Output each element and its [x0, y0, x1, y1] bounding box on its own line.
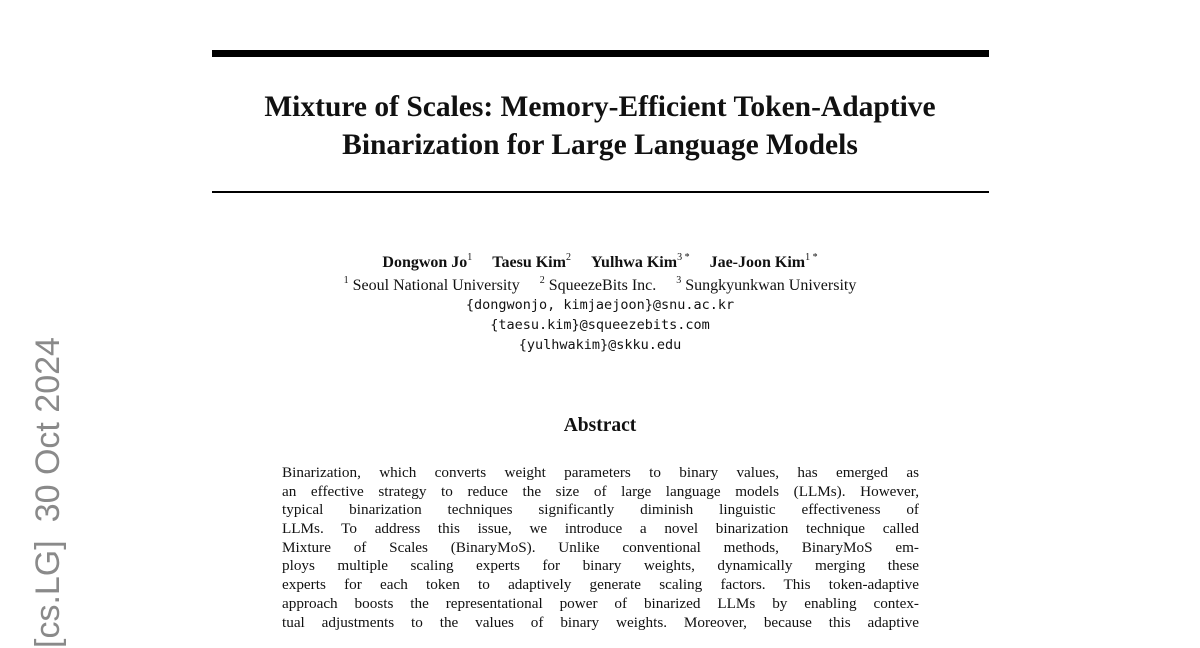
arxiv-date: 30 Oct 2024 [29, 337, 67, 523]
author: Jae-Joon Kim$^{1 *}$ [709, 252, 818, 272]
arxiv-category: [cs.LG] [29, 540, 67, 648]
abstract-line: Mixture of Scales (BinaryMoS). Unlike conventional methods, BinaryMoS em- [282, 538, 919, 556]
abstract-line: Binarization, which converts weight parameters to binary values, has emerged as [282, 464, 919, 481]
abstract-line: tual adjustments to the values of binary weights. Moreover, because this adaptive [282, 613, 919, 631]
abstract-line: typical binarization techniques significantly diminish linguistic effectiveness of [282, 501, 919, 519]
abstract-heading: Abstract [563, 415, 637, 436]
affiliation-list [180, 271, 1020, 297]
email-list [180, 295, 1020, 355]
paper-title [180, 88, 1020, 164]
affiliation: $^1$ Seoul National University [343, 275, 520, 295]
affiliation: $^3$ Sungkyunkwan University [676, 275, 857, 295]
affiliation: $^2$ SqueezeBits Inc. [539, 275, 657, 295]
abstract-line: LLMs. To address this issue, we introduce a novel binarization technique called [282, 520, 919, 538]
author: Dongwon Jo$^1$ [382, 252, 473, 272]
top-rule [212, 50, 989, 57]
abstract-line: experts for each token to adaptively generate scaling factors. This token-adaptive [282, 576, 919, 594]
abstract-line: an effective strategy to reduce the size of large language models (LLMs). However, [282, 482, 919, 500]
abstract-line: approach boosts the representational power of binarized LLMs by enabling contex- [282, 594, 919, 612]
abstract-line: ploys multiple scaling experts for binary weights, dynamically merging these [282, 557, 919, 575]
arxiv-stamp [26, 337, 70, 648]
author: Yulhwa Kim$^{3 *}$ [590, 252, 690, 272]
author: Taesu Kim$^2$ [492, 252, 571, 272]
title-line: Mixture of Scales: Memory-Efficient Token-Adaptive [264, 91, 936, 123]
email: {yulhwakim}@skku.edu [518, 337, 682, 353]
title-line: Binarization for Large Language Models [342, 129, 858, 161]
title-rule [212, 191, 989, 193]
email: {taesu.kim}@squeezebits.com [490, 317, 710, 333]
abstract-body [282, 464, 919, 632]
email: {dongwonjo, kimjaejoon}@snu.ac.kr [465, 297, 735, 313]
